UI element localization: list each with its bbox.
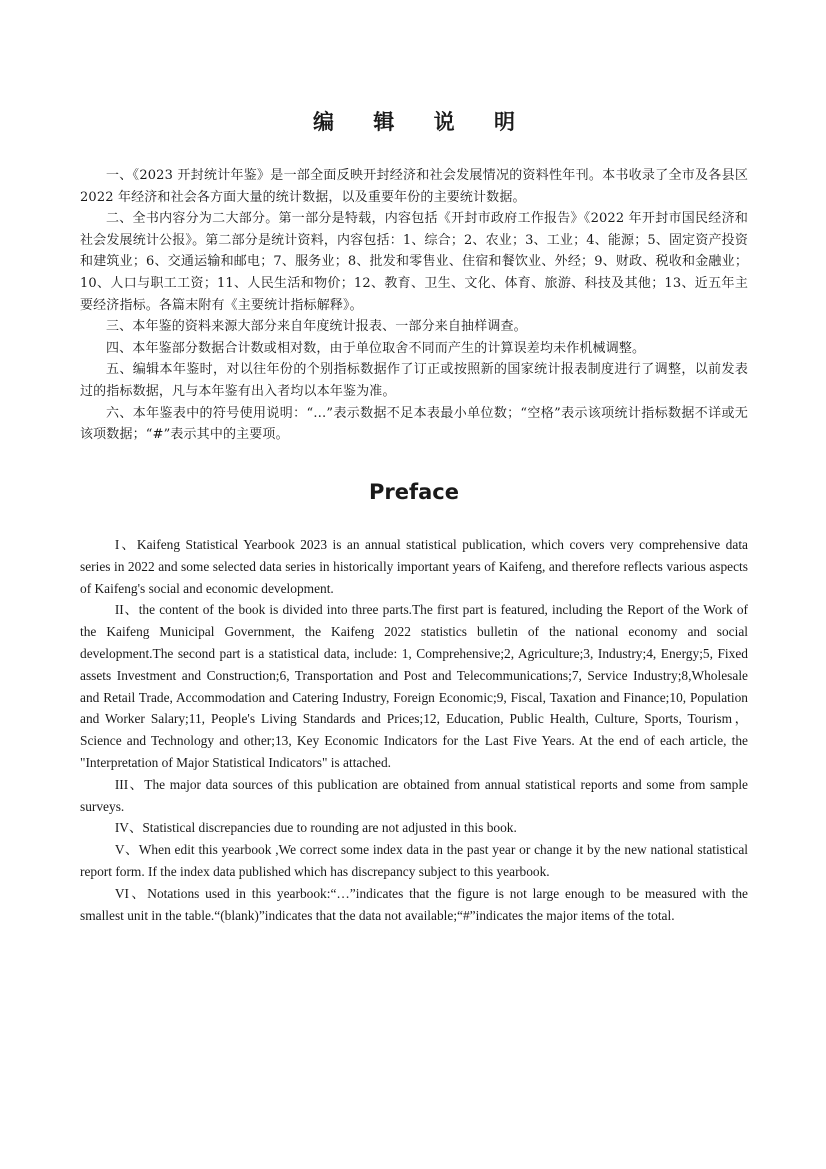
chinese-paragraph-5: 五、编辑本年鉴时，对以往年份的个别指标数据作了订正或按照新的国家统计报表制度进行了调整，以前发表过的指标数据，凡与本年鉴有出入者均以本年鉴为准。 [80,362,748,399]
chinese-paragraph-1: 一、《2023 开封统计年鉴》是一部全面反映开封经济和社会发展情况的资料性年刊。本书收录了全市及各县区 2022 年经济和社会各方面大量的统计数据，以及重要年份的主要统计数据。 [80,168,748,205]
english-paragraph-1: I、Kaifeng Statistical Yearbook 2023 is an annual statistical publication, which covers very comprehensive data series in 2022 and some selected data series in historically important years of Kaifeng, and therefore reflects various aspects of Kaifeng's social and economic development. [80,537,748,596]
chinese-paragraph-6: 六、本年鉴表中的符号使用说明：“…”表示数据不足本表最小单位数；“空格”表示该项统计指标数据不详或无该项数据；“#”表示其中的主要项。 [80,405,748,443]
english-paragraph-5: V、When edit this yearbook ,We correct some index data in the past year or change it by the new national statistical report form. If the index data published which has discrepancy subject to this yearbook. [80,842,748,879]
chinese-body [80,165,748,446]
english-paragraph-3: III、The major data sources of this publication are obtained from annual statistical reports and some from sample surveys. [80,776,748,814]
english-title: Preface [369,480,459,504]
chinese-paragraph-3: 三、本年鉴的资料来源大部分来自年度统计报表、一部分来自抽样调查。 [106,319,527,335]
english-paragraph-6: VI、Notations used in this yearbook:“…”indicates that the figure is not large enough to be measured with the smallest unit in the table.“(blank)”indicates that the data not available;“#”indicates the major items of the total. [80,885,748,923]
english-paragraph-2: II、the content of the book is divided into three parts.The first part is featured, including the Report of the Work of the Kaifeng Municipal Government, the Kaifeng 2022 statistics bulletin of the national economy and social development.The second part is a statistical data, include: 1, Comprehensive;2, Agriculture;3, Industry;4, Energy;5, Fixed assets Investment and Construction;6, Transportation and Post and Telecommunications;7, Service Industry;8,Wholesale and Retail Trade, Accommodation and Catering Industry, Foreign Economic;9, Fiscal, Taxation and Finance;10, Population and Worker Salary;11, People's Living Standards and Prices;12, Education, Public Health, Culture, Sports, Tourism， Science and Technology and other;13, Key Economic Indicators for the Last Five Years. At the end of each article, the "Interpretation of Major Statistical Indicators" is attached. [80,602,748,770]
english-body [80,534,748,926]
chinese-title: 编 辑 说 明 [313,110,531,134]
english-paragraph-4: IV、Statistical discrepancies due to rounding are not adjusted in this book. [114,820,517,836]
chinese-paragraph-2: 二、全书内容分为二大部分。第一部分是特载，内容包括《开封市政府工作报告》《2022 年开封市国民经济和社会发展统计公报》。第二部分是统计资料，内容包括：1、综合；2、农业；3、工业；4、能源；5、固定资产投资和建筑业；6、交通运输和邮电；7、服务业；8、批发和零售业、住宿和餐饮业、外经；9、财政、税收和金融业；10、人口与职工工资；11、人民生活和物价；12、教育、卫生、文化、体育、旅游、科技及其他；13、近五年主要经济指标。各篇末附有《主要统计指标解释》。 [80,211,748,313]
chinese-paragraph-4: 四、本年鉴部分数据合计数或相对数，由于单位取舍不同而产生的计算误差均未作机械调整。 [106,340,646,356]
